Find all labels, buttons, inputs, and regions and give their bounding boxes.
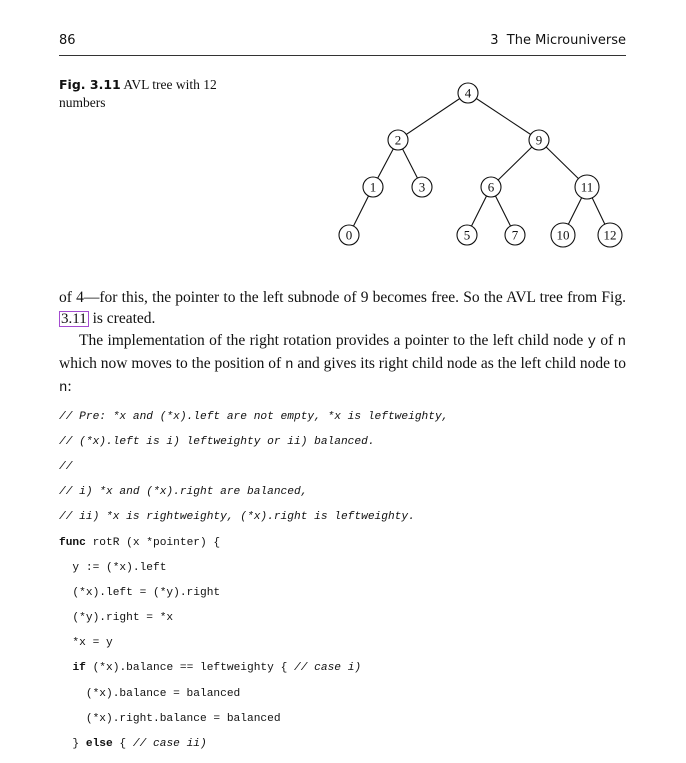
code-line: (*x).left = (*y).right [59, 586, 221, 599]
figure-label: Fig. 3.11 [59, 77, 121, 92]
inline-code: n [59, 380, 68, 396]
code-line: *x = y [59, 637, 113, 650]
figure-caption [59, 76, 229, 112]
code-line: // (*x).left is i) leftweighty or ii) balanced. [59, 435, 375, 448]
svg-text:0: 0 [345, 227, 353, 243]
avl-tree-diagram [320, 70, 640, 260]
tree-node [551, 223, 575, 247]
code-line: if (*x).balance == leftweighty { // case i) [72, 662, 362, 675]
tree-node [575, 175, 599, 199]
code-line: } else { // case ii) [59, 738, 207, 751]
code-line: func rotR (x *pointer) { [59, 536, 221, 549]
tree-node [339, 225, 359, 245]
svg-text:3: 3 [418, 179, 426, 195]
inline-code: n [617, 334, 626, 350]
header-rule [59, 55, 626, 56]
page-header [59, 33, 626, 53]
svg-text:7: 7 [511, 227, 519, 243]
code-line: y := (*x).left [59, 561, 167, 574]
tree-node [481, 177, 501, 197]
tree-node [457, 225, 477, 245]
code-line: // [59, 460, 73, 473]
tree-node [388, 130, 408, 150]
inline-code: y [587, 334, 596, 350]
code-line: // Pre: *x and (*x).left are not empty, *x is leftweighty, [59, 410, 449, 423]
svg-text:11: 11 [580, 179, 594, 195]
tree-node [458, 83, 478, 103]
svg-text:9: 9 [535, 132, 543, 148]
code-line: // i) *x and (*x).right are balanced, [59, 486, 308, 499]
tree-node [412, 177, 432, 197]
figure-caption-text: AVL tree with 12 numbers [59, 77, 217, 110]
edge-4-2 [398, 93, 468, 140]
code-listing [59, 398, 639, 763]
code-line: (*x).balance = balanced [59, 687, 241, 700]
code-line: (*y).right = *x [59, 612, 174, 625]
svg-text:6: 6 [487, 179, 495, 195]
inline-code: n [285, 357, 294, 373]
tree-node [363, 177, 383, 197]
svg-text:2: 2 [394, 132, 402, 148]
svg-text:5: 5 [463, 227, 471, 243]
tree-node [505, 225, 525, 245]
edge-4-9 [468, 93, 539, 140]
svg-text:1: 1 [369, 179, 377, 195]
paragraph: The implementation of the right rotation provides a pointer to the left child node y of n which now moves to the position of n and gives its right child node as the left child node to n: [59, 332, 626, 396]
tree-node [598, 223, 622, 247]
svg-text:4: 4 [464, 85, 472, 101]
running-head: 3 The Microuniverse [490, 33, 626, 48]
code-line: // ii) *x is rightweighty, (*x).right is leftweighty. [59, 511, 415, 524]
paragraph: of 4—for this, the pointer to the left subnode of 9 becomes free. So the AVL tree from Fig.3.11 is created. [59, 289, 626, 327]
svg-text:10: 10 [556, 227, 570, 243]
tree-node [529, 130, 549, 150]
code-line: (*x).right.balance = balanced [59, 712, 281, 725]
page-number: 86 [59, 33, 76, 48]
figure-reference-link[interactable]: 3.11 [61, 311, 87, 327]
svg-text:12: 12 [603, 227, 617, 243]
